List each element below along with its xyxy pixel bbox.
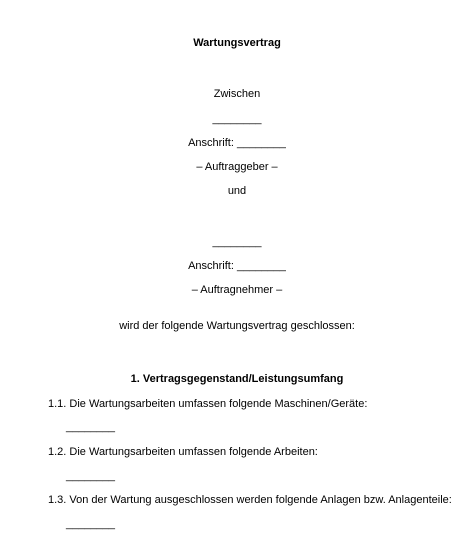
- clause-1-2-blank: ________: [66, 470, 115, 482]
- party2-address: Anschrift: ________: [188, 260, 286, 272]
- clause-1-3: 1.3. Von der Wartung ausgeschlossen werden folgende Anlagen bzw. Anlagenteile:: [48, 494, 452, 506]
- party1-role: – Auftraggeber –: [196, 161, 278, 173]
- clause-1-1-blank: ________: [66, 421, 115, 433]
- party1-address: Anschrift: ________: [188, 137, 286, 149]
- intro-text: wird der folgende Wartungsvertrag geschlossen:: [119, 320, 355, 332]
- clause-1-1: 1.1. Die Wartungsarbeiten umfassen folgende Maschinen/Geräte:: [48, 398, 368, 410]
- section1-heading: 1. Vertragsgegenstand/Leistungsumfang: [130, 373, 344, 385]
- between-label: Zwischen: [213, 88, 261, 100]
- party2-role: – Auftragnehmer –: [191, 284, 283, 296]
- party1-blank: ________: [212, 113, 262, 125]
- and-label: und: [227, 185, 247, 197]
- clause-1-3-blank: ________: [66, 518, 115, 530]
- document-title: Wartungsvertrag: [193, 37, 281, 49]
- clause-1-2: 1.2. Die Wartungsarbeiten umfassen folgende Arbeiten:: [48, 446, 318, 458]
- party2-blank: ________: [212, 236, 262, 248]
